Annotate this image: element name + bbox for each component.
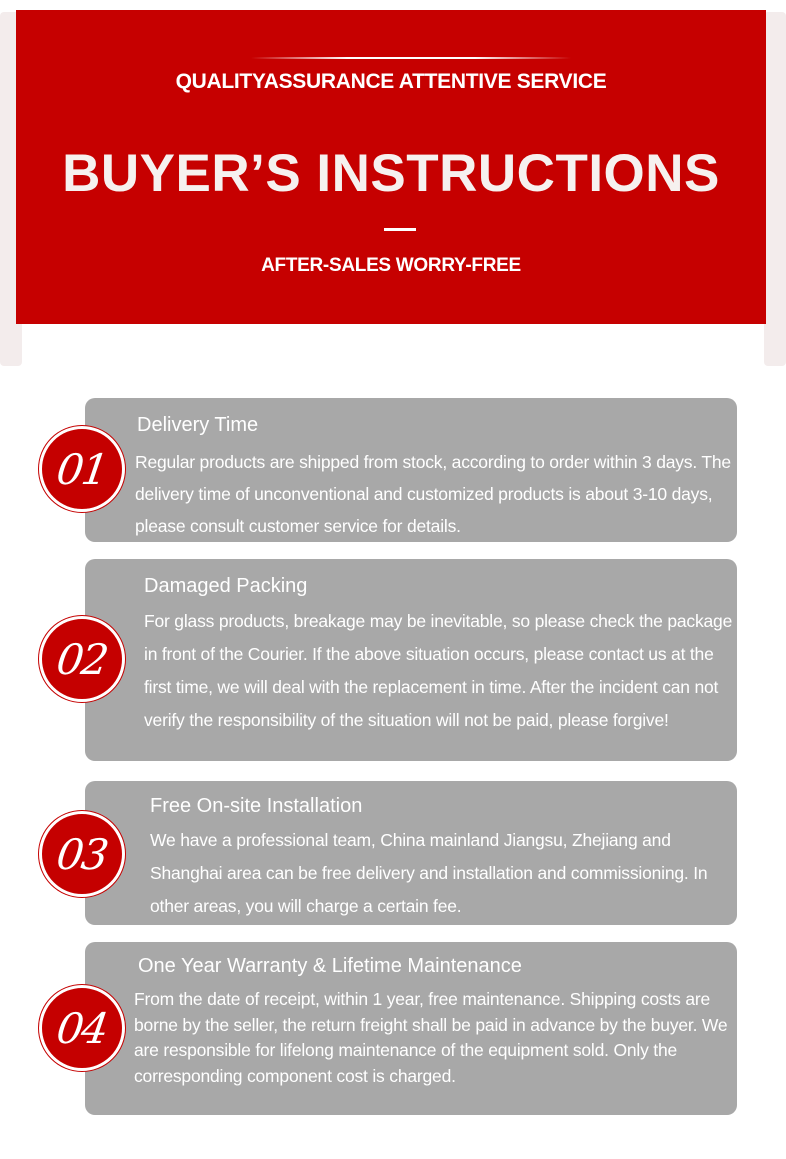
number-label: 03 [53,829,111,879]
header-banner [16,10,766,324]
page-title: BUYER’S INSTRUCTIONS [62,144,720,203]
card-body: From the date of receipt, within 1 year, free maintenance. Shipping costs are borne by the seller, the return freight shall be paid in advance by the buyer. We are responsible for lifelong maintenance of the equipment sold. Only the corresponding component cost is charged. [134,989,728,1086]
card-title: Delivery Time [137,414,259,436]
number-label: 02 [53,634,111,684]
number-label: 04 [53,1003,111,1053]
banner-top-divider [251,57,571,59]
number-badge-03 [39,811,125,897]
number-badge-01 [39,426,125,512]
number-badge-02 [39,616,125,702]
instruction-card-damaged-packing [85,559,737,761]
instruction-card-delivery [85,398,737,542]
card-body: We have a professional team, China mainland Jiangsu, Zhejiang and Shanghai area can be free delivery and installation and commissioning. In other areas, you will charge a certain fee. [150,830,708,916]
instruction-card-installation [85,781,737,925]
banner-subtitle: QUALITYASSURANCE ATTENTIVE SERVICE [175,70,607,93]
instruction-card-warranty [85,942,737,1115]
number-label: 01 [53,444,111,494]
right-side-strip [764,12,786,366]
banner-tagline: AFTER-SALES WORRY-FREE [261,255,521,276]
number-badge-04 [39,985,125,1071]
card-title: One Year Warranty & Lifetime Maintenance [138,955,522,977]
card-title: Free On-site Installation [150,795,363,817]
card-body: Regular products are shipped from stock, according to order within 3 days. The delivery time of unconventional and customized products is about 3-10 days, please consult customer service for details. [135,452,731,536]
banner-dash-divider [384,228,416,231]
card-body: For glass products, breakage may be inevitable, so please check the package in front of the Courier. If the above situation occurs, please contact us at the first time, we will deal with the replacement in time. After the incident can not verify the responsibility of the situation will not be paid, please forgive! [144,611,733,730]
card-title: Damaged Packing [144,575,308,597]
